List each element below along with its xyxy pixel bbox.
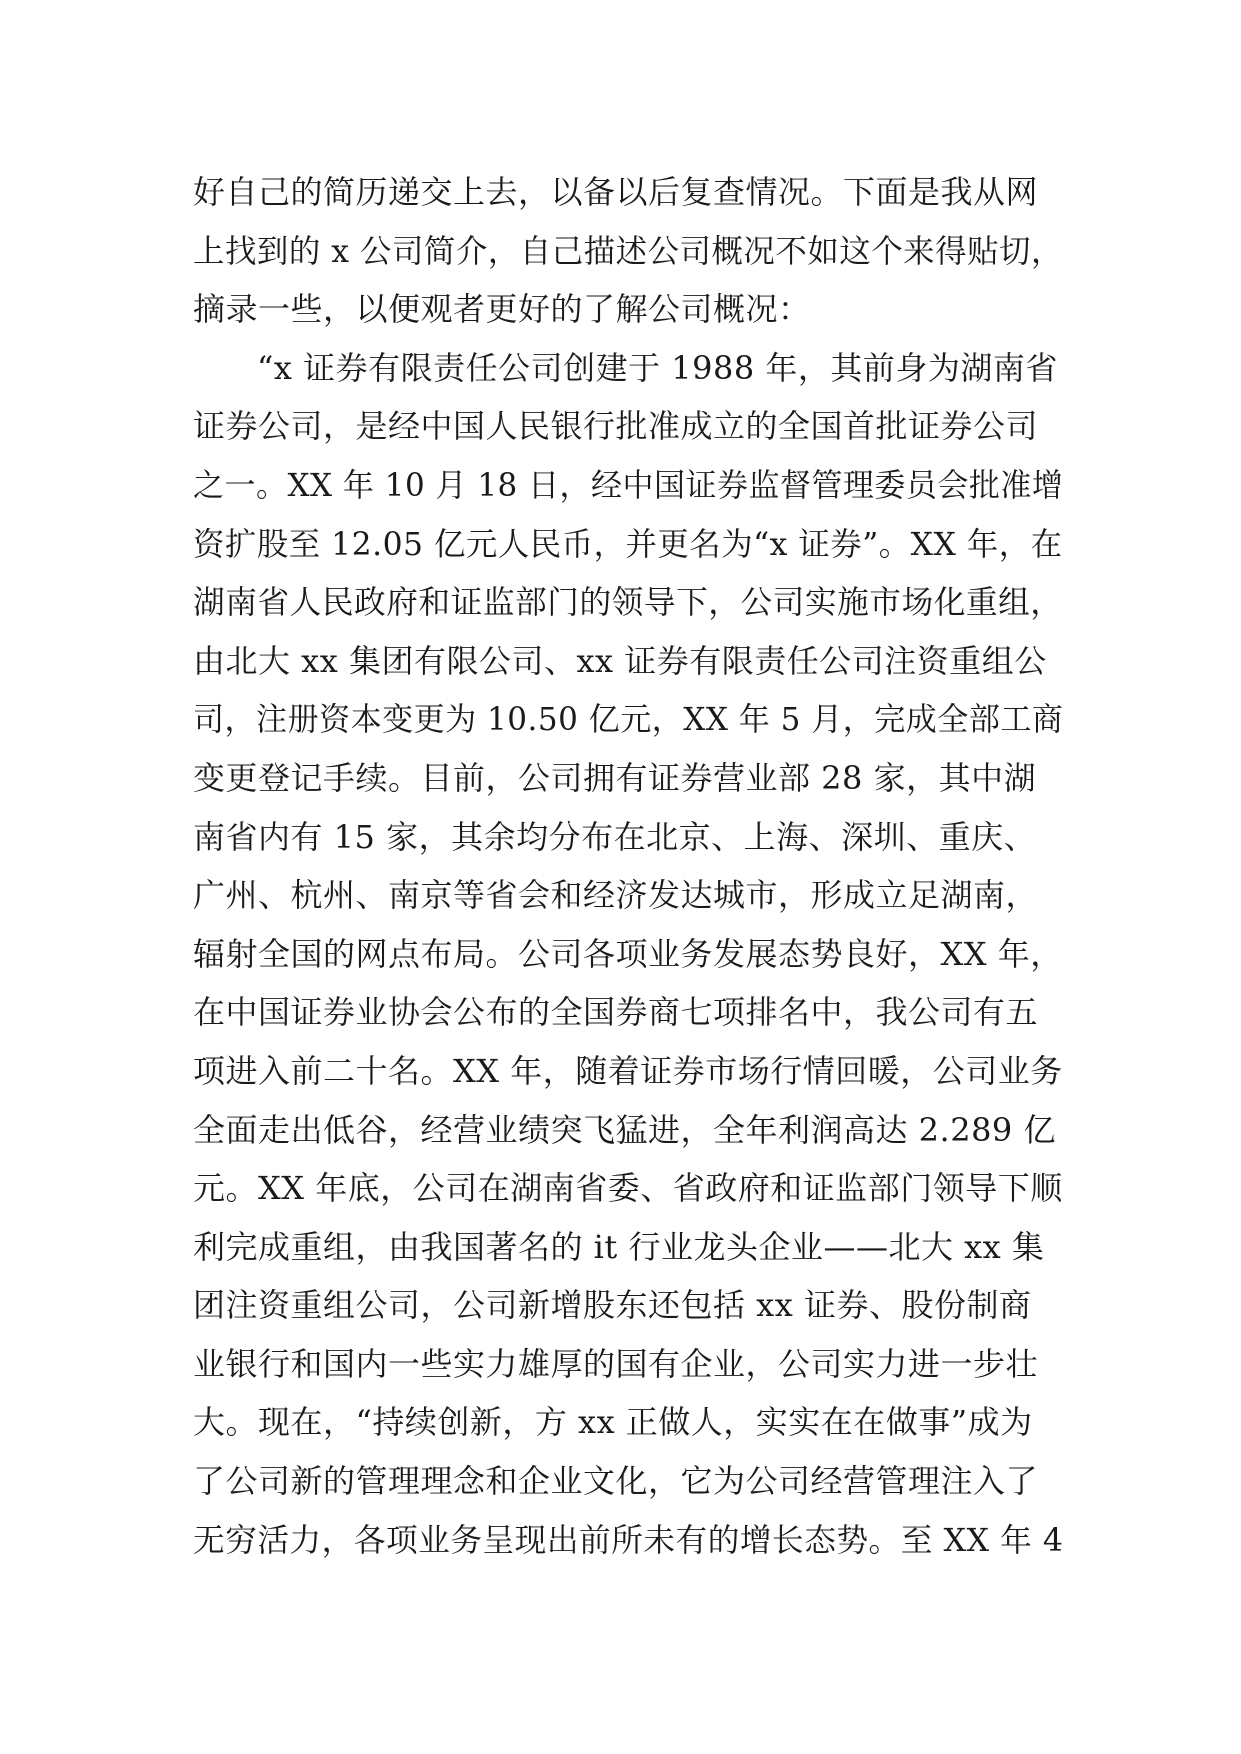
text-line: 了公司新的管理理念和企业文化，它为公司经营管理注入了: [193, 1462, 1039, 1501]
text-line: 之一。XX 年 10 月 18 日，经中国证券监督管理委员会批准增: [193, 465, 1064, 504]
text-line: 南省内有 15 家，其余均分布在北京、上海、深圳、重庆、: [193, 817, 1037, 856]
text-line: 由北大 xx 集团有限公司、xx 证券有限责任公司注资重组公: [193, 641, 1047, 680]
text-line: 团注资重组公司，公司新增股东还包括 xx 证券、股份制商: [193, 1286, 1032, 1325]
text-line: 摘录一些，以便观者更好的了解公司概况：: [193, 290, 811, 329]
text-line: 上找到的 x 公司简介，自己描述公司概况不如这个来得贴切，: [193, 231, 1063, 270]
text-line: 利完成重组，由我国著名的 it 行业龙头企业——北大 xx 集: [193, 1227, 1045, 1266]
text-line: 在中国证券业协会公布的全国券商七项排名中，我公司有五: [193, 993, 1039, 1032]
body-text: [193, 163, 1063, 1569]
text-line: 湖南省人民政府和证监部门的领导下，公司实施市场化重组，: [193, 583, 1063, 622]
text-line: 业银行和国内一些实力雄厚的国有企业，公司实力进一步壮: [193, 1344, 1039, 1383]
text-line: 证券公司，是经中国人民银行批准成立的全国首批证券公司: [193, 407, 1039, 446]
text-line: 大。现在，“持续创新，方 xx 正做人，实实在在做事”成为: [193, 1403, 1033, 1442]
text-line: 广州、杭州、南京等省会和经济发达城市，形成立足湖南，: [193, 876, 1039, 915]
text-line: 资扩股至 12.05 亿元人民币，并更名为“x 证券”。XX 年，在: [193, 524, 1063, 563]
text-line: 好自己的简历递交上去，以备以后复查情况。下面是我从网: [193, 173, 1039, 211]
text-line: 司，注册资本变更为 10.50 亿元，XX 年 5 月，完成全部工商: [193, 700, 1064, 739]
text-line: 全面走出低谷，经营业绩突飞猛进，全年利润高达 2.289 亿: [193, 1110, 1056, 1149]
text-line: 项进入前二十名。XX 年，随着证券市场行情回暖，公司业务: [193, 1051, 1063, 1090]
paragraph-first-line: “x 证券有限责任公司创建于 1988 年，其前身为湖南省: [257, 348, 1058, 387]
text-line: 元。XX 年底，公司在湖南省委、省政府和证监部门领导下顺: [193, 1169, 1063, 1208]
text-line: 变更登记手续。目前，公司拥有证券营业部 28 家，其中湖: [193, 758, 1037, 797]
text-line: 辐射全国的网点布局。公司各项业务发展态势良好，XX 年，: [193, 934, 1063, 973]
text-line: 无穷活力，各项业务呈现出前所未有的增长态势。至 XX 年 4: [193, 1520, 1064, 1559]
